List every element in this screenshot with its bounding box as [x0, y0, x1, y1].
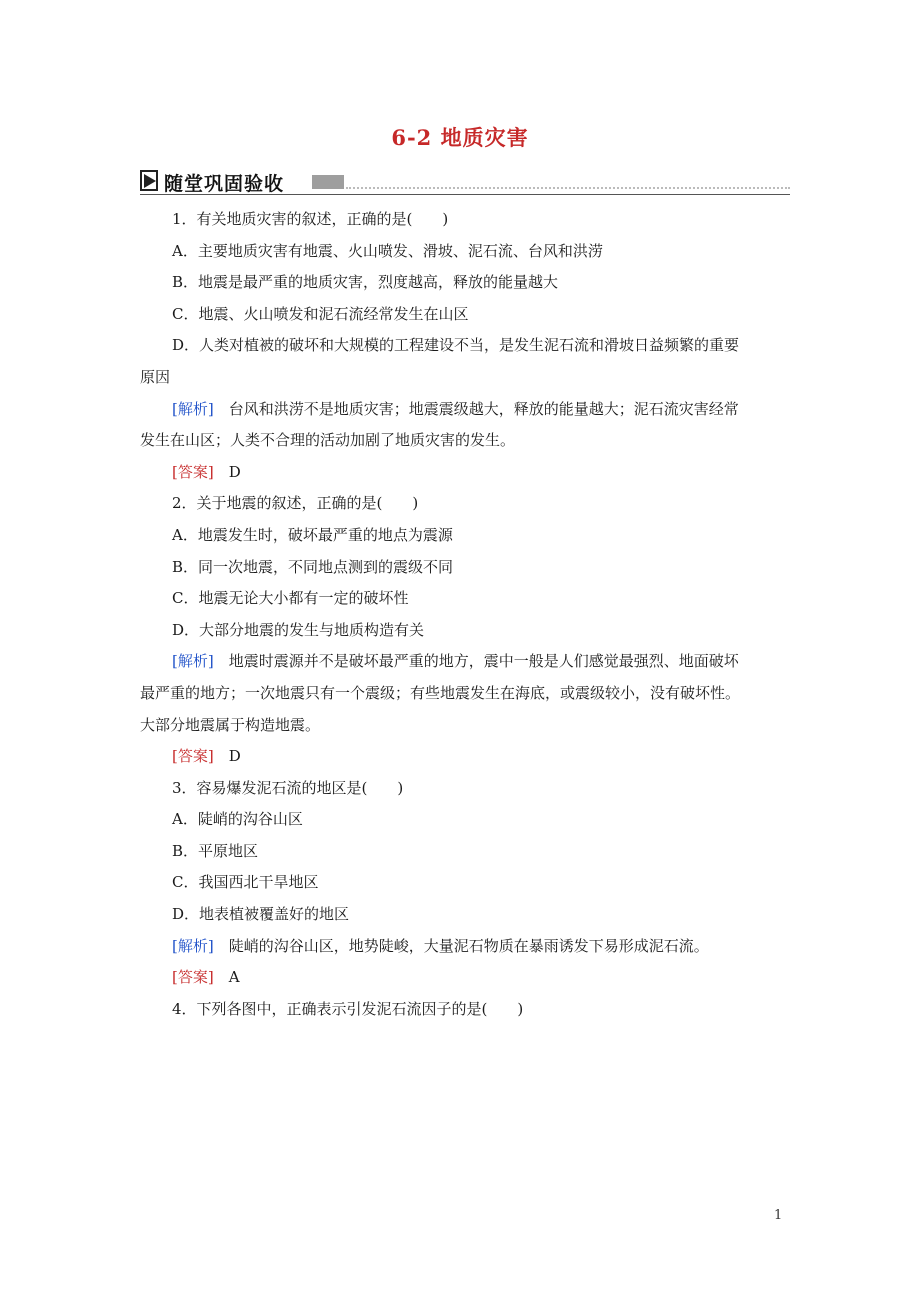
question-1-analysis-continued: 发生在山区；人类不合理的活动加剧了地质灾害的发生。 — [140, 431, 516, 450]
question-2-option-b: B．同一次地震，不同地点测到的震级不同 — [172, 557, 454, 576]
question-1-analysis — [140, 394, 790, 426]
question-4-stem: 4．下列各图中，正确表示引发泥石流因子的是( ) — [172, 999, 524, 1018]
analysis-tag: [解析] — [172, 936, 214, 955]
question-list — [140, 204, 790, 1025]
question-3-analysis — [140, 931, 790, 963]
question-3-option-d: D．地表植被覆盖好的地区 — [172, 905, 350, 924]
analysis-tag: [解析] — [172, 652, 214, 671]
page-title: 6-2 地质灾害 — [391, 125, 529, 150]
section-header — [140, 168, 790, 196]
answer-value: D — [213, 462, 241, 481]
question-2-option-a: A．地震发生时，破坏最严重的地点为震源 — [172, 525, 453, 544]
question-2-analysis-continued: 最严重的地方；一次地震只有一个震级；有些地震发生在海底，或震级较小，没有破坏性。 — [140, 683, 741, 702]
question-3-answer — [140, 962, 790, 994]
page-number: 1 — [774, 1208, 783, 1223]
question-3-option-c: C．我国西北干旱地区 — [172, 873, 319, 892]
question-2-analysis-continued-2: 大部分地震属于构造地震。 — [140, 715, 321, 734]
analysis-text: 地震时震源并不是破坏最严重的地方，震中一般是人们感觉最强烈、地面破坏 — [213, 652, 739, 671]
question-1-option-d: D．人类对植被的破坏和大规模的工程建设不当，是发生泥石流和滑坡日益频繁的重要 — [172, 336, 740, 355]
question-2-analysis — [140, 646, 790, 678]
question-2-option-c: C．地震无论大小都有一定的破坏性 — [172, 589, 409, 608]
section-underline — [140, 194, 790, 195]
answer-tag: [答案] — [172, 462, 214, 481]
section-dotted-rule — [346, 187, 790, 189]
question-1-answer — [140, 457, 790, 489]
question-1-option-a: A．主要地质灾害有地震、火山喷发、滑坡、泥石流、台风和洪涝 — [172, 241, 603, 260]
question-1-option-c: C．地震、火山喷发和泥石流经常发生在山区 — [172, 304, 469, 323]
question-2-answer — [140, 741, 790, 773]
question-3-option-b: B．平原地区 — [172, 841, 259, 860]
question-1-stem: 1．有关地质灾害的叙述，正确的是( ) — [172, 210, 449, 228]
analysis-text: 台风和洪涝不是地质灾害；地震震级越大，释放的能量越大；泥石流灾害经常 — [213, 399, 739, 418]
question-2-option-d: D．大部分地震的发生与地质构造有关 — [172, 620, 425, 639]
section-title: 随堂巩固验收 — [164, 173, 285, 195]
analysis-tag: [解析] — [172, 399, 214, 418]
analysis-text: 陡峭的沟谷山区，地势陡峻，大量泥石物质在暴雨诱发下易形成泥石流。 — [213, 936, 709, 955]
question-3-option-a: A．陡峭的沟谷山区 — [172, 810, 303, 829]
question-1-option-b: B．地震是最严重的地质灾害，烈度越高，释放的能量越大 — [172, 273, 559, 292]
question-1-option-d-continued: 原因 — [140, 367, 171, 386]
question-3-stem: 3．容易爆发泥石流的地区是( ) — [172, 778, 404, 797]
answer-tag: [答案] — [172, 968, 214, 987]
pencil-arrow-icon — [140, 170, 160, 192]
answer-tag: [答案] — [172, 747, 214, 766]
question-2-stem: 2．关于地震的叙述，正确的是( ) — [172, 494, 419, 513]
answer-value: A — [213, 968, 240, 987]
section-decor-bar — [312, 175, 344, 189]
answer-value: D — [213, 747, 241, 766]
